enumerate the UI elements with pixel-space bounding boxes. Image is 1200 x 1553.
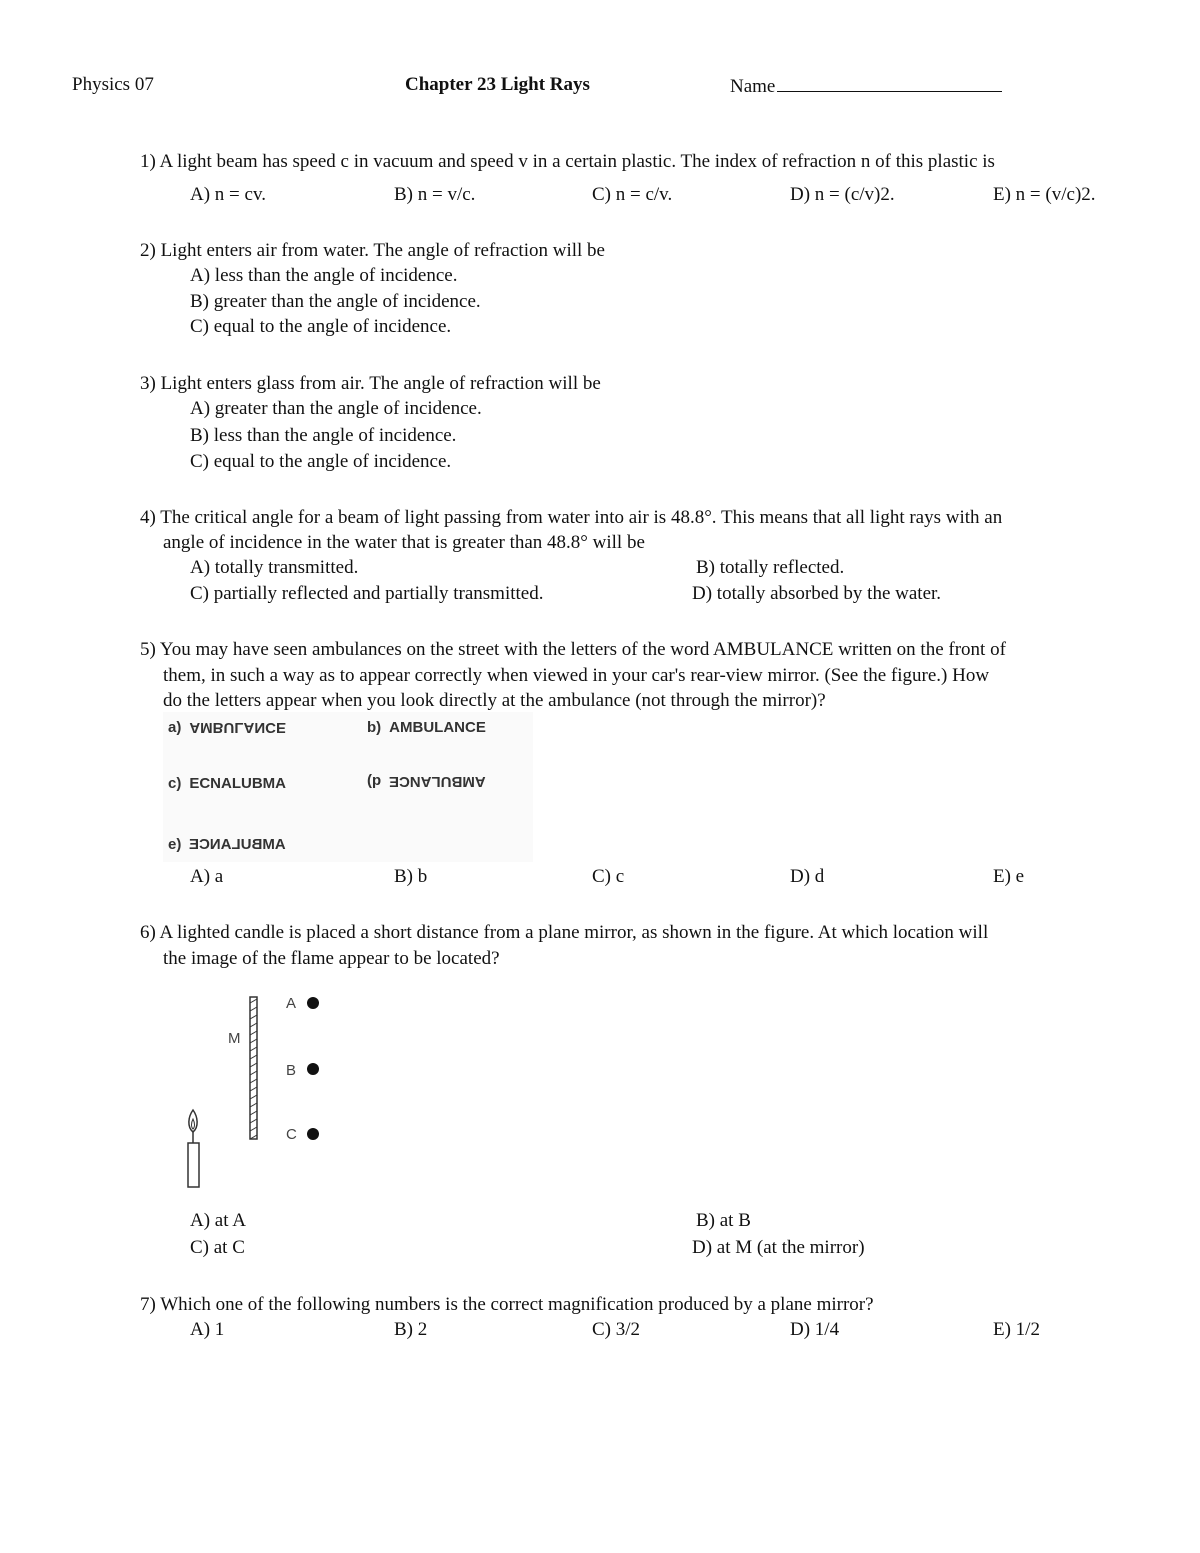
- q2-option-c: C) equal to the angle of incidence.: [190, 316, 452, 337]
- q1-option-a: A) n = cv.: [190, 184, 266, 205]
- q7-option-d: D) 1/4: [790, 1319, 840, 1340]
- figure-option-b: [367, 719, 486, 736]
- chapter-title: Chapter 23 Light Rays: [405, 74, 590, 95]
- q4-option-a: A) totally transmitted.: [190, 557, 359, 578]
- q2-option-b: B) greater than the angle of incidence.: [190, 291, 481, 312]
- point-a-label: A: [286, 995, 297, 1012]
- figure-c-label: c): [168, 775, 182, 792]
- q7-option-e: E) 1/2: [993, 1319, 1040, 1340]
- q3-option-b: B) less than the angle of incidence.: [190, 425, 457, 446]
- q5-stem-line2: them, in such a way as to appear correctly when viewed in your car's rear-view mirror. (See the figure.) How: [163, 665, 990, 686]
- figure-d-text: AMBULANCE: [389, 773, 486, 790]
- q2-stem: 2) Light enters air from water. The angle of refraction will be: [140, 240, 605, 261]
- q1-option-b: B) n = v/c.: [394, 184, 476, 205]
- point-b-dot: [307, 1063, 319, 1075]
- figure-option-e: [168, 836, 286, 853]
- q7-option-a: A) 1: [190, 1319, 225, 1340]
- q6-option-a: A) at A: [190, 1210, 246, 1231]
- q3-option-c: C) equal to the angle of incidence.: [190, 451, 452, 472]
- figure-c-text: ECNALUBMA: [189, 775, 287, 792]
- q4-stem-line1: 4) The critical angle for a beam of light passing from water into air is 48.8°. This means that all light rays with an: [140, 507, 1003, 528]
- q5-option-e: E) e: [993, 866, 1025, 887]
- q5-stem-line3: do the letters appear when you look directly at the ambulance (not through the mirror)?: [163, 690, 826, 711]
- q6-stem-line1: 6) A lighted candle is placed a short distance from a plane mirror, as shown in the figure. At which location will: [140, 922, 989, 943]
- figure-e-text: AMBULANCE: [189, 836, 287, 853]
- q3-option-a: A) greater than the angle of incidence.: [190, 398, 482, 419]
- q7-option-c: C) 3/2: [592, 1319, 641, 1340]
- q2-option-a: A) less than the angle of incidence.: [190, 265, 458, 286]
- q3-stem: 3) Light enters glass from air. The angle of refraction will be: [140, 373, 601, 394]
- q1-option-d: D) n = (c/v)2.: [790, 184, 895, 205]
- figure-a-text: AMBULANCE: [189, 719, 287, 736]
- q5-option-a: A) a: [190, 866, 224, 887]
- plane-mirror: [250, 997, 257, 1139]
- point-b-label: B: [286, 1062, 297, 1079]
- q6-stem-line2: the image of the flame appear to be located?: [163, 948, 500, 969]
- name-field: [730, 74, 1002, 98]
- figure-option-a: [168, 719, 286, 736]
- q5-stem-line1: 5) You may have seen ambulances on the street with the letters of the word AMBULANCE written on the front of: [140, 639, 1006, 660]
- q1-option-e: E) n = (v/c)2.: [993, 184, 1096, 205]
- q6-option-d: D) at M (at the mirror): [692, 1237, 865, 1258]
- q5-option-d: D) d: [790, 866, 825, 887]
- q5-option-b: B) b: [394, 866, 428, 887]
- q4-option-b: B) totally reflected.: [696, 557, 845, 578]
- figure-option-c: [168, 775, 286, 792]
- q4-option-d: D) totally absorbed by the water.: [692, 583, 942, 604]
- q6-option-c: C) at C: [190, 1237, 245, 1258]
- point-c-label: C: [286, 1126, 297, 1143]
- name-blank-line: [777, 74, 1002, 92]
- course-label: Physics 07: [72, 74, 154, 95]
- name-label: Name: [730, 76, 776, 97]
- point-a-dot: [307, 997, 319, 1009]
- figure-e-label: e): [168, 836, 182, 853]
- q1-option-c: C) n = c/v.: [592, 184, 673, 205]
- mirror-candle-figure: [180, 985, 340, 1195]
- q7-stem: 7) Which one of the following numbers is the correct magnification produced by a plane mirror?: [140, 1294, 874, 1315]
- q4-option-c: C) partially reflected and partially transmitted.: [190, 583, 544, 604]
- figure-d-label: d): [367, 773, 382, 790]
- figure-a-label: a): [168, 719, 182, 736]
- figure-option-d: [367, 773, 486, 790]
- q6-option-b: B) at B: [696, 1210, 751, 1231]
- mirror-label: M: [228, 1030, 241, 1047]
- figure-b-label: b): [367, 719, 382, 736]
- figure-b-text: AMBULANCE: [389, 719, 486, 736]
- q4-stem-line2: angle of incidence in the water that is greater than 48.8° will be: [163, 532, 645, 553]
- candle-icon: [188, 1110, 199, 1187]
- q5-option-c: C) c: [592, 866, 625, 887]
- point-c-dot: [307, 1128, 319, 1140]
- q7-option-b: B) 2: [394, 1319, 428, 1340]
- q1-stem: 1) A light beam has speed c in vacuum and speed v in a certain plastic. The index of refraction n of this plastic is: [140, 151, 995, 172]
